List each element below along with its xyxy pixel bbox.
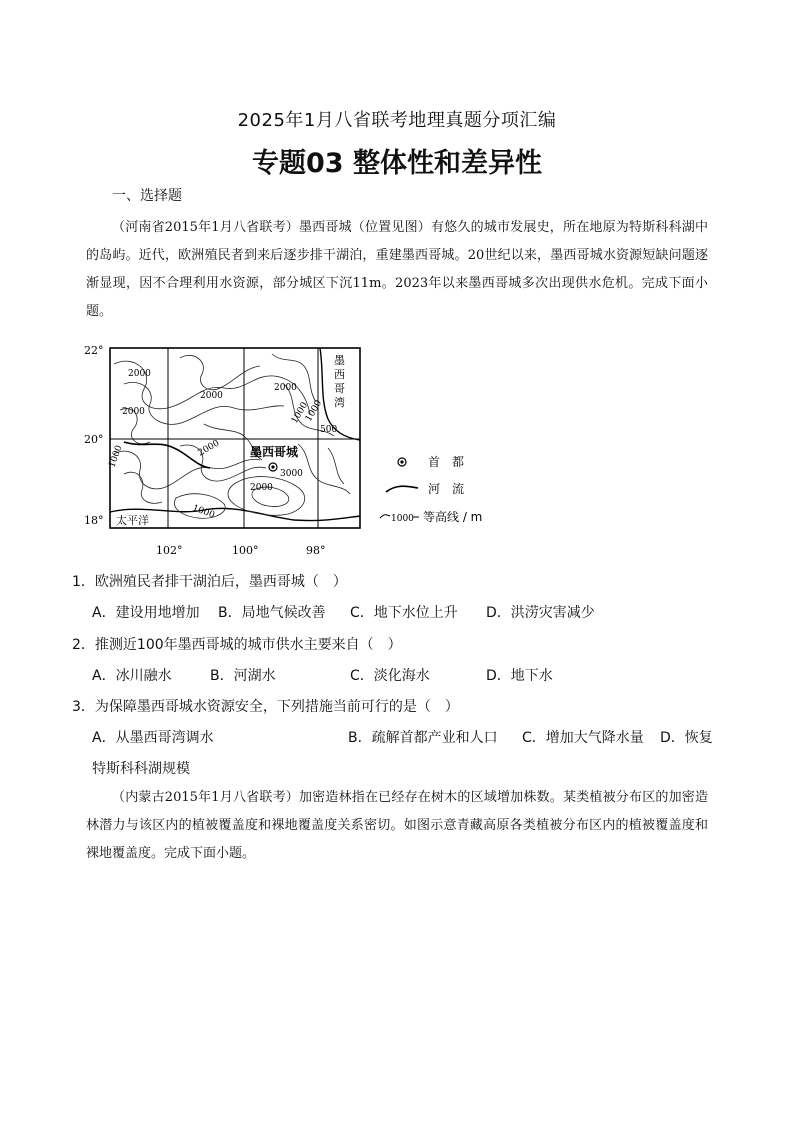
legend-contour-icon [380,515,390,518]
passage-mexico-city: （河南省2015年1月八省联考）墨西哥城（位置见图）有悠久的城市发展史，所在地原为特斯科科湖中的岛屿。近代，欧洲殖民者到来后逐步排干湖泊，重建墨西哥城。20世纪以来，墨西哥城水资源短缺问题逐渐显现，因不合理利用水资源，部分城区下沉11m。2023年以来墨西哥城多次出现供水危机。完成下面小题。 [86,220,708,319]
contour-label: 2000 [196,438,222,459]
contour-label: 2000 [200,391,223,401]
question-1: 1．欧洲殖民者排干湖泊后，墨西哥城（ ） [72,574,347,590]
legend-river-icon [386,486,418,492]
city-label: 墨西哥城 [250,445,299,459]
ocean-label: 太平洋 [116,514,149,527]
longitude-label: 100° [232,544,259,557]
contour-label: 2000 [274,383,297,393]
document-title: 2025年1月八省联考地理真题分项汇编 [237,110,557,131]
contour-label: 2000 [250,483,273,493]
option-3c[interactable]: C．增加大气降水量 [522,730,644,746]
legend-contour-label: 等高线 / m [423,510,483,524]
option-2d[interactable]: D．地下水 [486,668,553,684]
longitude-label: 102° [156,544,183,557]
longitude-label: 98° [306,544,326,557]
latitude-label: 22° [84,344,104,357]
contour-label: 1000 [190,503,216,521]
option-3b[interactable]: B．疏解首都产业和人口 [348,730,498,746]
latitude-label: 20° [84,433,104,446]
contour-label: 3000 [280,469,303,479]
question-3: 3．为保障墨西哥城水资源安全，下列措施当前可行的是（ ） [72,699,459,715]
option-3d-continuation: 特斯科科湖规模 [92,761,190,777]
latitude-label: 18° [84,514,104,527]
contour-label: 1000 [107,444,125,470]
option-2a[interactable]: A．冰川融水 [92,668,172,684]
contour-label: 2000 [128,369,151,379]
option-1c[interactable]: C．地下水位上升 [350,605,458,621]
legend-river-label: 河 流 [428,482,465,496]
mexico-city-map [84,344,504,562]
legend-capital-label: 首 都 [428,455,465,469]
contour-label: 1000 [289,400,311,426]
question-2: 2．推测近100年墨西哥城的城市供水主要来自（ ） [72,637,402,653]
option-3d[interactable]: D．恢复 [660,730,713,746]
option-2b[interactable]: B．河湖水 [210,668,276,684]
passage-afforestation: （内蒙古2015年1月八省联考）加密造林指在已经存在树木的区域增加株数。某类植被分布区的加密造林潜力与该区内的植被覆盖度和裸地覆盖度关系密切。如图示意青藏高原各类植被分布区内的植被覆盖度和裸地覆盖度。完成下面小题。 [86,790,708,861]
contour-label: 500 [320,425,338,435]
map-legend [380,454,482,524]
contour-label: 1000 [303,398,325,424]
option-2c[interactable]: C．淡化海水 [350,668,430,684]
gulf-label: 墨 西 哥 湾 [334,354,345,409]
option-1d[interactable]: D．洪涝灾害减少 [486,605,595,621]
contour-label: 2000 [122,407,145,417]
legend-contour-sample: 1000 [391,514,414,524]
option-1b[interactable]: B．局地气候改善 [218,605,326,621]
option-1a[interactable]: A．建设用地增加 [92,605,200,621]
topic-title: 专题03 整体性和差异性 [252,148,542,179]
option-3a[interactable]: A．从墨西哥湾调水 [92,730,214,746]
section-heading: 一、选择题 [112,188,182,204]
